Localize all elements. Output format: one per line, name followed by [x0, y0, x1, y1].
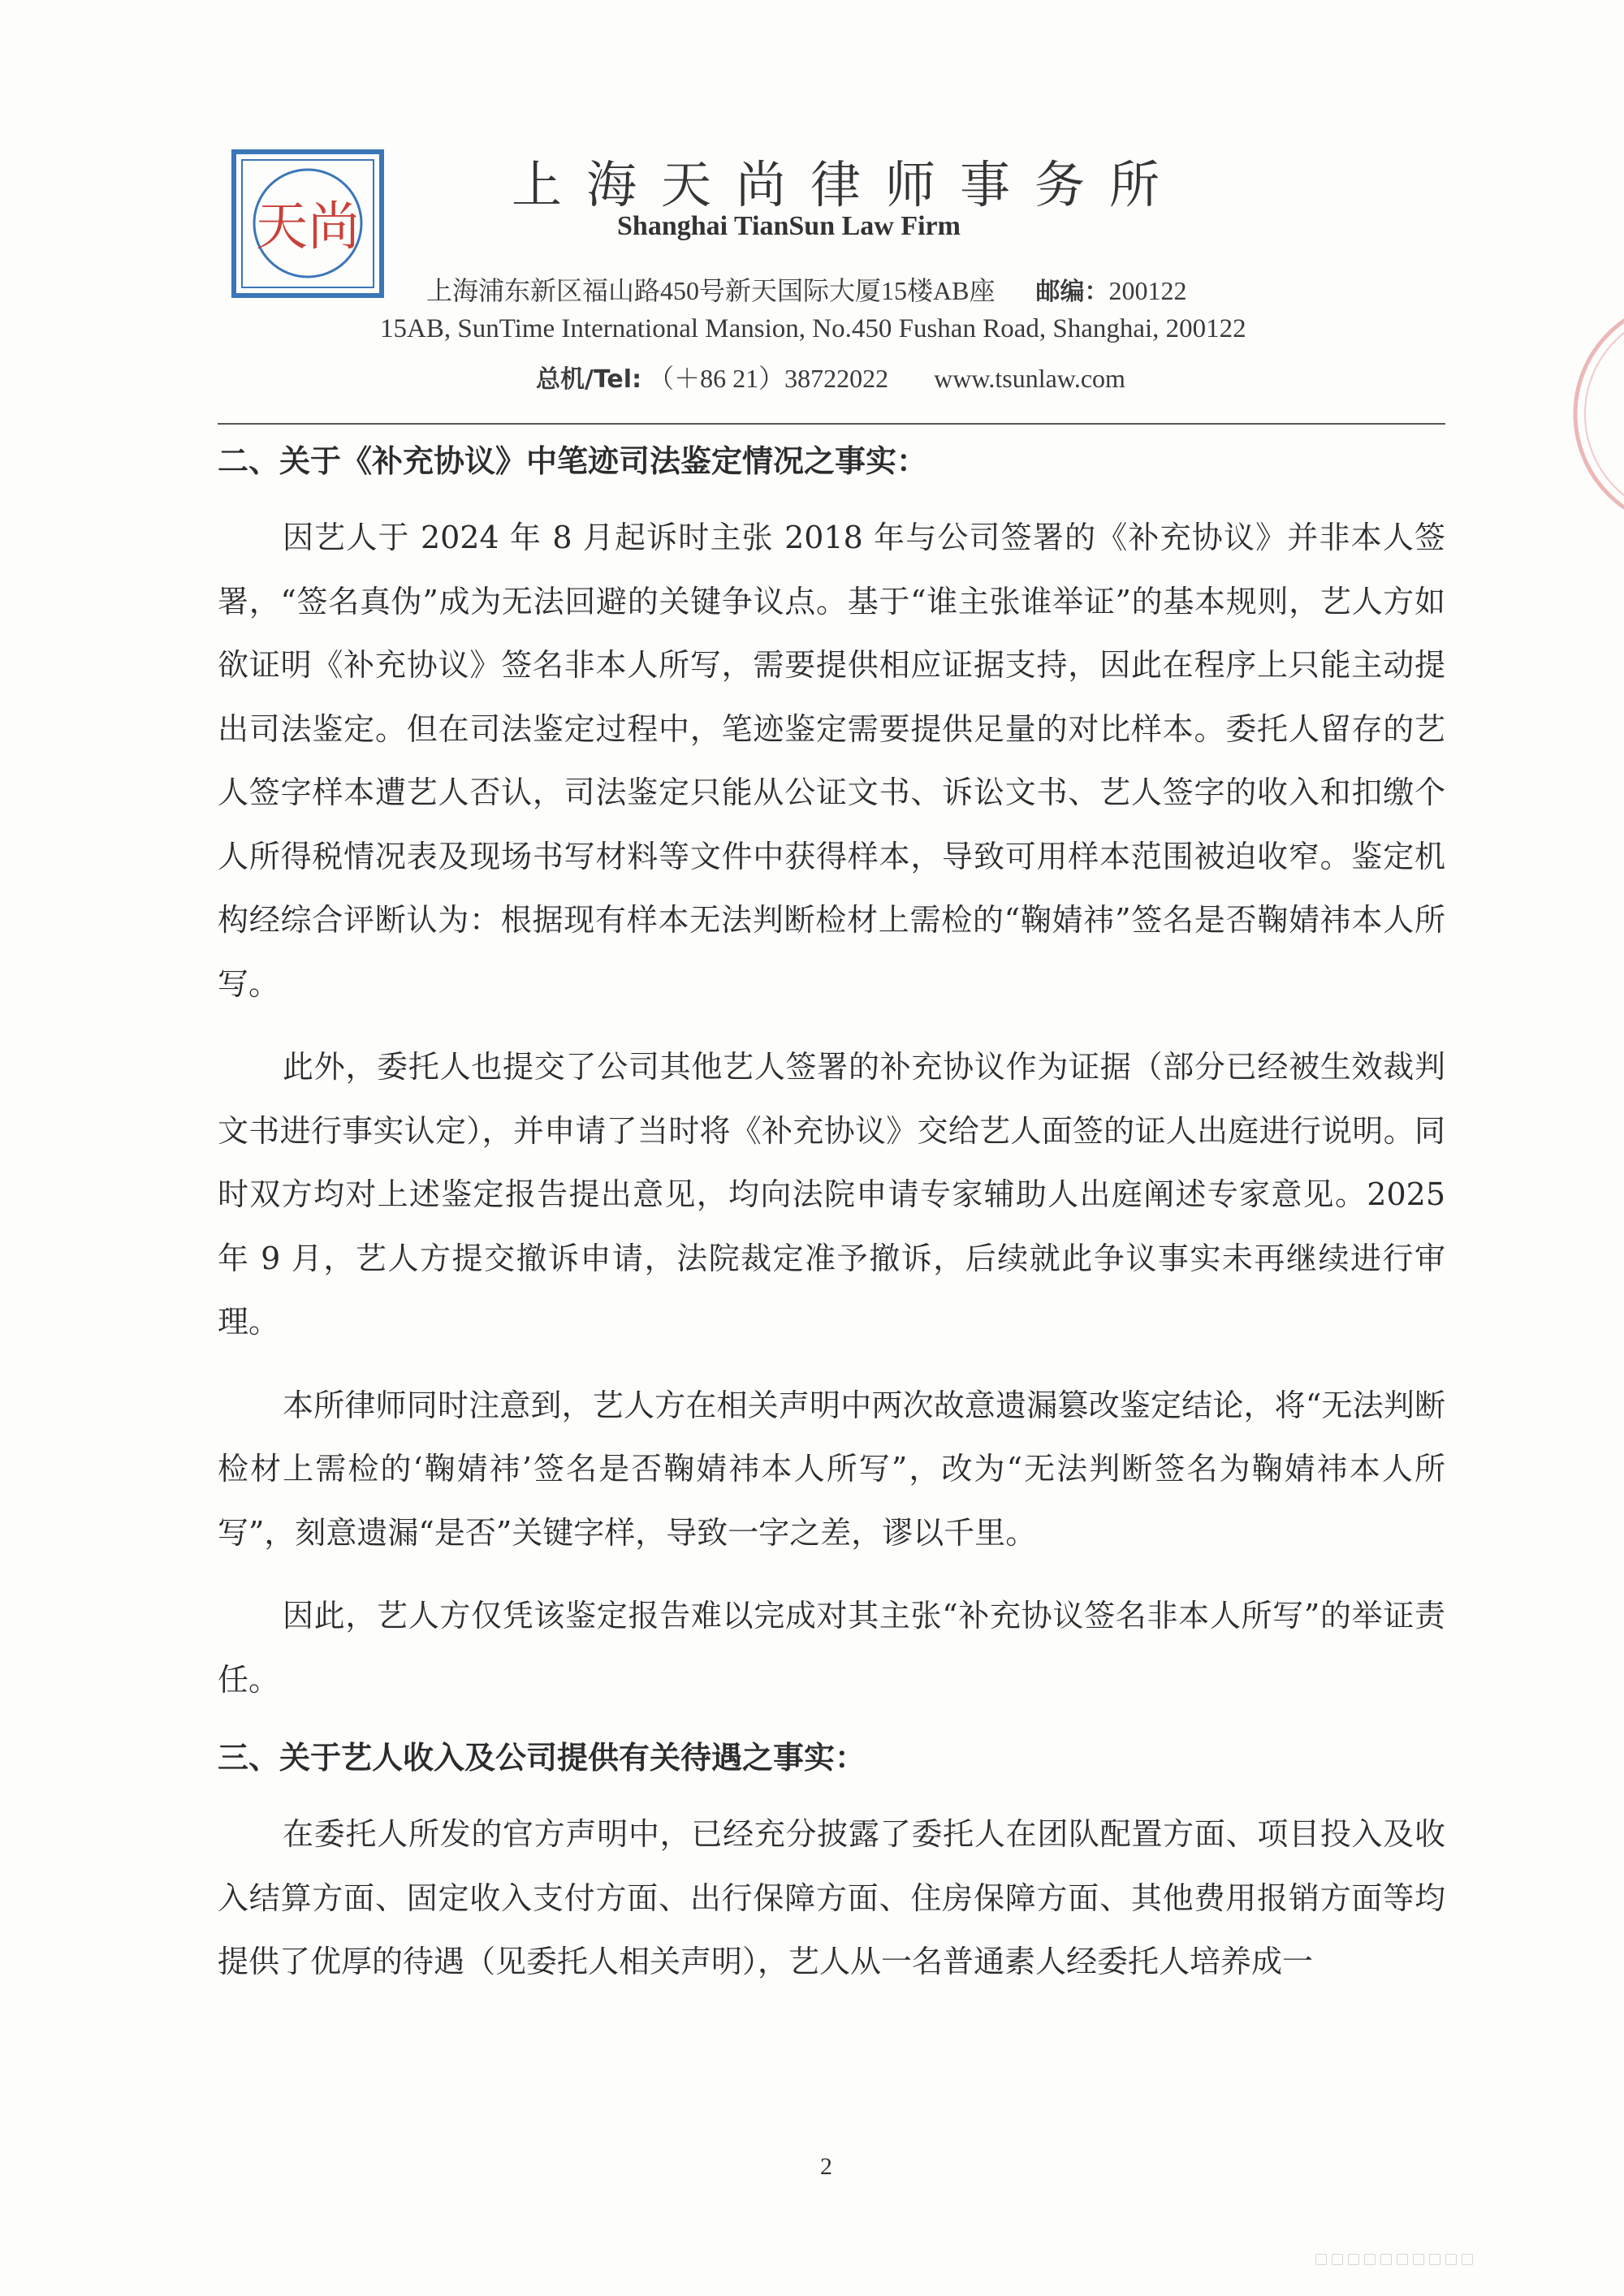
tel-number: （＋86 21）38722022: [648, 364, 889, 393]
address-line-cn: [426, 270, 1482, 308]
document-body: [218, 434, 1445, 2013]
postcode-label: 邮编：: [1035, 278, 1109, 306]
firm-logo: [231, 149, 385, 299]
header-divider: [218, 423, 1445, 425]
section-2-heading: 二、关于《补充协议》中笔迹司法鉴定情况之事实：: [218, 443, 928, 479]
address-en: 15AB, SunTime International Mansion, No.450 Fushan Road, Shanghai, 200122: [380, 314, 1246, 343]
firm-name-cn: 上海天尚律师事务所: [512, 155, 1185, 214]
red-seal-stamp: [1567, 252, 1624, 576]
section-2-paragraph-2: 此外，委托人也提交了公司其他艺人签署的补充协议作为证据（部分已经被生效裁判文书进行事实认定），并申请了当时将《补充协议》交给艺人面签的证人出庭进行说明。同时双方均对上述鉴定报告提出意见，均向法院申请专家辅助人出庭阐述专家意见。2025 年 9 月，艺人方提交撤诉申请，法院裁定准予撤诉，后续就此争议事实未再继续进行审理。: [218, 1049, 1445, 1340]
firm-name-en: Shanghai TianSun Law Firm: [617, 211, 961, 241]
page-number: 2: [820, 2153, 832, 2180]
website-link[interactable]: www.tsunlaw.com: [934, 364, 1125, 393]
section-3-heading: 三、关于艺人收入及公司提供有关待遇之事实：: [218, 1740, 866, 1776]
contact-line: [536, 358, 1429, 395]
section-2-paragraph-3: 本所律师同时注意到，艺人方在相关声明中两次故意遗漏篡改鉴定结论，将“无法判断检材上需检的‘鞠婧祎’签名是否鞠婧祎本人所写”，改为“无法判断签名为鞠婧祎本人所写”，刻意遗漏“是否”关键字样，导致一字之差，谬以千里。: [218, 1387, 1445, 1551]
tel-label: 总机/Tel:: [536, 365, 642, 394]
logo-lettering: 天尚: [256, 197, 360, 257]
postcode: 200122: [1108, 276, 1187, 305]
address-cn: 上海浦东新区福山路450号新天国际大厦15楼AB座: [426, 276, 996, 305]
section-2-paragraph-4: 因此，艺人方仅凭该鉴定报告难以完成对其主张“补充协议签名非本人所写”的举证责任。: [218, 1598, 1445, 1698]
scan-watermark: [1315, 2253, 1494, 2266]
section-3-paragraph-1: 在委托人所发的官方声明中，已经充分披露了委托人在团队配置方面、项目投入及收入结算方面、固定收入支付方面、出行保障方面、住房保障方面、其他费用报销方面等均提供了优厚的待遇（见委托人相关声明），艺人从一名普通素人经委托人培养成一: [218, 1816, 1445, 1979]
section-2-paragraph-1: 因艺人于 2024 年 8 月起诉时主张 2018 年与公司签署的《补充协议》并非本人签署，“签名真伪”成为无法回避的关键争议点。基于“谁主张谁举证”的基本规则，艺人方如欲证明《补充协议》签名非本人所写，需要提供相应证据支持，因此在程序上只能主动提出司法鉴定。但在司法鉴定过程中，笔迹鉴定需要提供足量的对比样本。委托人留存的艺人签字样本遭艺人否认，司法鉴定只能从公证文书、诉讼文书、艺人签字的收入和扣缴个人所得税情况表及现场书写材料等文件中获得样本，导致可用样本范围被迫收窄。鉴定机构经综合评断认为：根据现有样本无法判断检材上需检的“鞠婧祎”签名是否鞠婧祎本人所写。: [218, 520, 1445, 1002]
